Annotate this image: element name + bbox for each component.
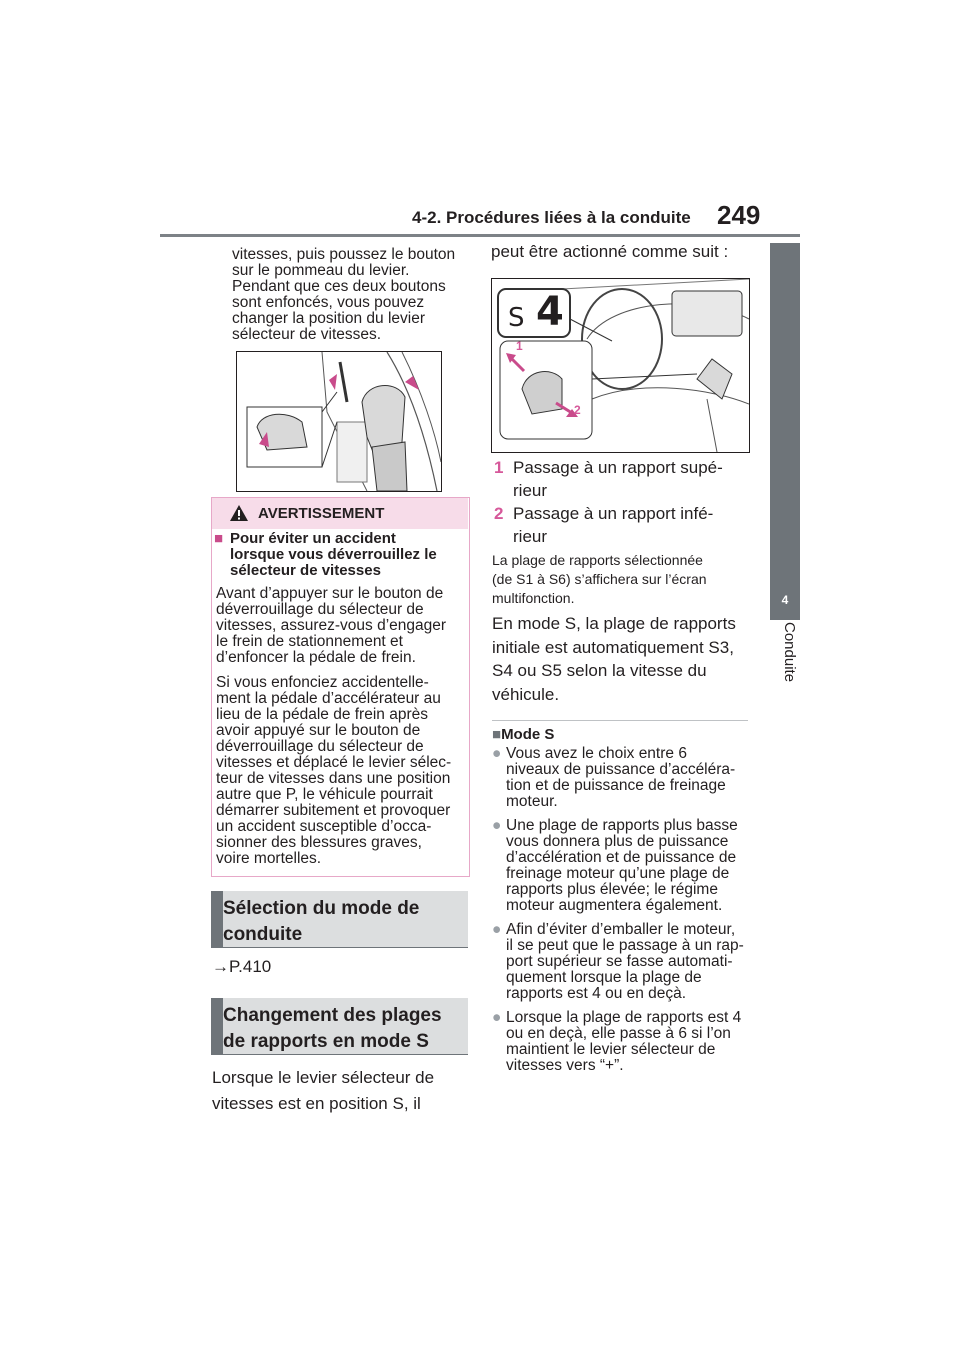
text-line: moteur.	[506, 793, 558, 810]
text-line: Pour éviter un accident	[230, 530, 396, 547]
warning-subheading	[214, 531, 464, 579]
text-line: tion et de puissance de freinage	[506, 777, 726, 794]
chapter-number: 4	[781, 593, 789, 607]
text-line: sont enfoncés, vous pouvez	[232, 294, 425, 311]
text-line: un accident susceptible d’occa-	[216, 818, 432, 835]
text-line: En mode S, la plage de rapports	[492, 614, 736, 633]
note-text	[492, 551, 757, 608]
text-line: port supérieur se fasse automati-	[506, 953, 733, 970]
body-text-left	[212, 1065, 472, 1117]
text-line: sur le pommeau du levier.	[232, 262, 410, 279]
text-line: niveaux de puissance d’accéléra-	[506, 761, 736, 778]
text-line: véhicule.	[492, 684, 560, 704]
text-line: Passage à un rapport supé-	[513, 458, 723, 477]
text-line: Changement des plages	[223, 1005, 442, 1026]
text-line: moteur augmentera également.	[506, 897, 723, 914]
mode-s-heading	[492, 726, 554, 743]
arrow-2-label: 2	[574, 403, 581, 417]
text-line: multifonction.	[492, 590, 575, 606]
list-item	[492, 746, 754, 810]
gear-number-label: 4	[536, 289, 564, 335]
text-line: vitesses est en position S, il	[212, 1094, 421, 1113]
text-line: vitesses vers “+”.	[506, 1057, 624, 1074]
text-line: lorsque vous déverrouillez le	[230, 546, 437, 563]
circle-bullet-icon: ●	[492, 1009, 502, 1026]
gear-s-label: S	[508, 303, 525, 333]
text-line: déverrouillage du sélecteur de	[216, 601, 424, 618]
text-line: La plage de rapports sélectionnée	[492, 552, 703, 568]
text-line: maintient le levier sélecteur de	[506, 1041, 716, 1058]
warning-title: AVERTISSEMENT	[258, 505, 385, 522]
text-line: changer la position du levier	[232, 310, 426, 327]
text-line: rapports plus élevée; le régime	[506, 881, 718, 898]
text-line: quement lorsque la plage de	[506, 969, 702, 986]
section-heading-s-mode	[211, 998, 468, 1054]
step-number: 1	[494, 458, 504, 477]
text-line: Afin d’éviter d’emballer le moteur,	[506, 921, 736, 938]
text-line: sélecteur de vitesses	[230, 562, 381, 579]
text-line: rieur	[513, 527, 548, 546]
text-line: déverrouillage du sélecteur de	[216, 738, 424, 755]
text-line: freinage moteur qu’une plage de	[506, 865, 730, 882]
text-line: conduite	[223, 924, 303, 945]
text-line: (de S1 à S6) s’affichera sur l’écran	[492, 571, 707, 587]
circle-bullet-icon: ●	[492, 745, 502, 762]
header-rule	[160, 234, 800, 237]
text-line: S4 ou S5 selon la vitesse du	[492, 661, 707, 680]
text-line: vitesses, assurez-vous d’engager	[216, 617, 447, 634]
step-1	[494, 456, 754, 502]
text-line: ment la pédale d’accélérateur au	[216, 690, 441, 707]
text-line: Passage à un rapport infé-	[513, 504, 714, 523]
text-line: Lorsque la plage de rapports est 4	[506, 1009, 742, 1026]
text-line: teur de vitesses dans une position	[216, 770, 451, 787]
text-line: Si vous enfonciez accidentelle-	[216, 674, 429, 691]
text-line: ou en deçà, elle passe à 6 si l’on	[506, 1025, 731, 1042]
page-number: 249	[717, 200, 761, 230]
warning-paragraph-1	[216, 586, 466, 666]
chapter-tab	[770, 243, 800, 582]
warning-triangle-icon	[229, 504, 249, 522]
text-line: démarrer subitement et provoquer	[216, 802, 451, 819]
shift-lever-drawing	[237, 352, 441, 491]
intro-text	[232, 247, 472, 343]
shift-lever-illustration	[236, 351, 442, 492]
text-line: initiale est automatiquement S3,	[492, 637, 734, 657]
text-line: il se peut que le passage à un rap-	[506, 937, 744, 954]
list-item	[492, 818, 754, 914]
text-line: Sélection du mode de	[223, 898, 420, 919]
heading-text: Mode S	[501, 726, 555, 743]
text-line: Une plage de rapports plus basse	[506, 817, 738, 834]
section-heading-drive-mode	[211, 891, 468, 947]
section-rule	[211, 1054, 468, 1055]
warning-paragraph-2	[216, 675, 466, 867]
text-line: sélecteur de vitesses.	[232, 326, 382, 343]
list-item	[492, 922, 754, 1002]
continuation-text: peut être actionné comme suit :	[491, 242, 729, 261]
text-line: vitesses, puis poussez le bouton	[232, 246, 456, 263]
text-line: lieu de la pédale de frein après	[216, 706, 428, 723]
text-line: rapports est 4 ou en deçà.	[506, 985, 687, 1002]
text-line: Lorsque le levier sélecteur de	[212, 1068, 435, 1087]
divider	[492, 720, 748, 721]
page-reference-link[interactable]: →P.410	[212, 957, 272, 976]
section-rule	[211, 947, 468, 948]
text-line: de rapports en mode S	[223, 1031, 429, 1052]
circle-bullet-icon: ●	[492, 921, 502, 938]
text-line: vitesses et déplacé le levier sélec-	[216, 754, 452, 771]
arrow-1-label: 1	[516, 339, 523, 353]
text-line: Pendant que ces deux boutons	[232, 278, 446, 295]
text-line: rieur	[513, 481, 548, 500]
text-line: d’enfoncer la pédale de frein.	[216, 649, 416, 666]
square-bullet-icon: ■	[214, 530, 224, 547]
text-line: voire mortelles.	[216, 850, 322, 867]
s-mode-illustration	[491, 278, 750, 453]
body-text-right	[492, 612, 757, 706]
circle-bullet-icon: ●	[492, 817, 502, 834]
list-item	[492, 1010, 754, 1074]
text-line: sionner des blessures graves,	[216, 834, 422, 851]
text-line: Vous avez le choix entre 6	[506, 745, 687, 762]
text-line: le frein de stationnement et	[216, 633, 403, 650]
chapter-label: Conduite	[781, 622, 798, 683]
dashboard-drawing	[492, 279, 749, 452]
text-line: vous donnera plus de puissance	[506, 833, 729, 850]
text-line: avoir appuyé sur le bouton de	[216, 722, 421, 739]
text-line: d’accélération et de puissance de	[506, 849, 737, 866]
square-bullet-icon: ■	[492, 726, 502, 743]
section-header: 4-2. Procédures liées à la conduite	[412, 208, 691, 227]
step-number: 2	[494, 504, 504, 523]
bullet-list	[492, 746, 754, 1074]
text-line: autre que P, le véhicule pourrait	[216, 786, 433, 803]
step-2	[494, 502, 754, 548]
text-line: Avant d’appuyer sur le bouton de	[216, 585, 444, 602]
